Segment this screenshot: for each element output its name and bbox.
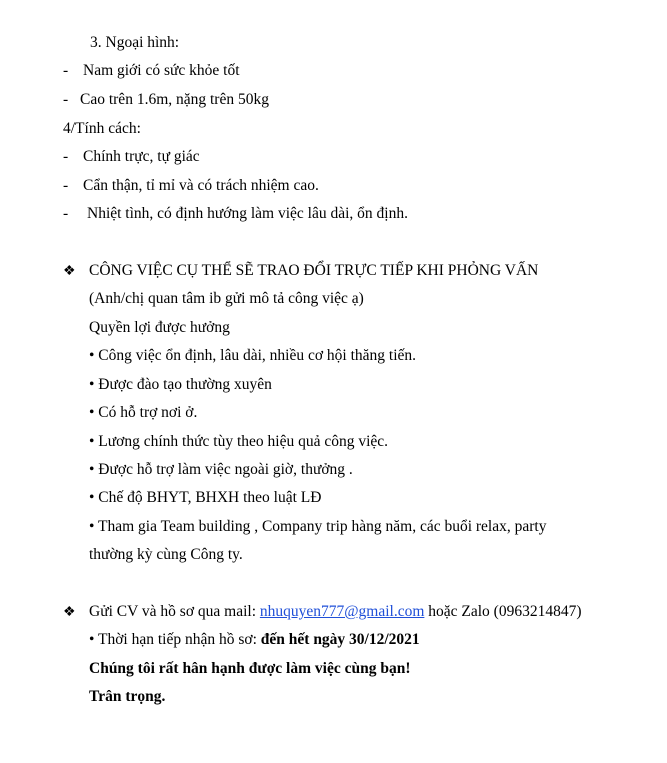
diamond-bullet-icon: ❖ — [63, 264, 76, 279]
list-item: - Nam giới có sức khỏe tốt — [63, 62, 240, 79]
deadline-value: đến hết ngày 30/12/2021 — [260, 631, 420, 648]
benefit-item: • Lương chính thức tùy theo hiệu quả công việc. — [89, 433, 389, 450]
benefit-item: • Được đào tạo thường xuyên — [89, 376, 272, 393]
benefit-item: • Được hỗ trợ làm việc ngoài giờ, thưởng . — [89, 461, 353, 478]
closing-text: Chúng tôi rất hân hạnh được làm việc cùng bạn! — [89, 660, 411, 677]
job-note: (Anh/chị quan tâm ib gửi mô tả công việc ạ) — [89, 290, 364, 307]
appearance-heading: 3. Ngoại hình: — [90, 34, 180, 51]
diamond-bullet-icon: ❖ — [63, 605, 76, 620]
benefits-heading: Quyền lợi được hưởng — [89, 319, 230, 336]
list-item: - Cao trên 1.6m, nặng trên 50kg — [63, 91, 269, 108]
list-item: - Chính trực, tự giác — [63, 148, 200, 165]
list-item: - Cẩn thận, tỉ mỉ và có trách nhiệm cao. — [63, 177, 319, 194]
email-link[interactable]: nhuquyen777@gmail.com — [259, 603, 425, 620]
benefit-item: • Tham gia Team building , Company trip hàng năm, các buổi relax, party — [89, 518, 547, 535]
apply-suffix: hoặc Zalo (0963214847) — [424, 603, 582, 620]
personality-heading: 4/Tính cách: — [63, 120, 141, 137]
deadline-line — [89, 630, 420, 650]
deadline-prefix: • Thời hạn tiếp nhận hồ sơ: — [89, 631, 261, 648]
job-heading-line — [63, 261, 538, 282]
apply-line — [63, 602, 582, 623]
benefit-item: • Chế độ BHYT, BHXH theo luật LĐ — [89, 489, 322, 506]
job-heading: CÔNG VIỆC CỤ THỂ SẼ TRAO ĐỔI TRỰC TIẾP KHI PHỎNG VẤN — [89, 262, 539, 279]
regards-text: Trân trọng. — [89, 688, 166, 705]
list-item: - Nhiệt tình, có định hướng làm việc lâu dài, ổn định. — [63, 205, 408, 222]
benefit-item-continued: thường kỳ cùng Công ty. — [89, 546, 243, 563]
benefit-item: • Công việc ổn định, lâu dài, nhiều cơ hội thăng tiến. — [89, 347, 417, 364]
apply-prefix: Gửi CV và hồ sơ qua mail: — [89, 603, 260, 620]
benefit-item: • Có hỗ trợ nơi ở. — [89, 404, 198, 421]
